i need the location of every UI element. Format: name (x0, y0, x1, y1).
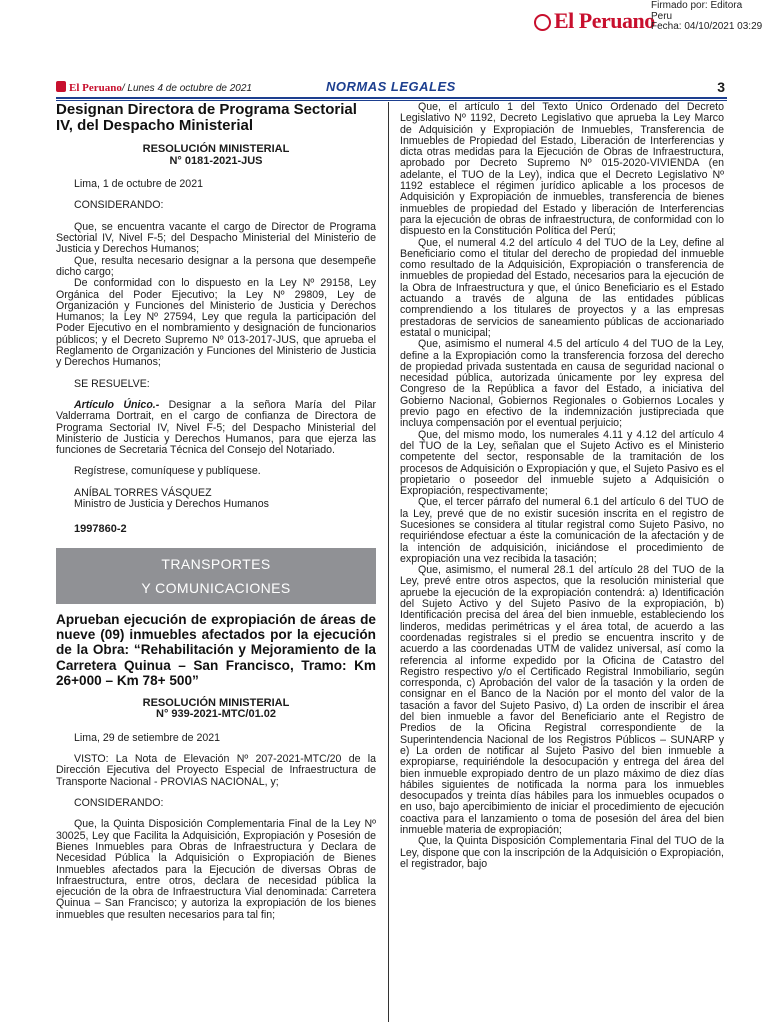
article-1-paragraph-2: Que, resulta necesario designar a la persona que desempeñe dicho cargo; (56, 254, 376, 278)
article-2-res-line1: RESOLUCIÓN MINISTERIAL (142, 696, 290, 709)
column-divider (388, 102, 389, 1022)
logo-ring-icon (534, 14, 551, 31)
right-paragraph-4: Que, del mismo modo, los numerales 4.11 y 4.12 del artículo 4 del TUO de la Ley, señalan que el Sujeto Activo es el Ministerio competente del sector, responsable de la tramitación de los procesos de Adquisición o Expropiación y que, el Sujeto Pasivo es el propietario o poseedor del inmueble sujeto a Adquisición o Expropiación, respectivamente; (400, 428, 724, 498)
article-1-res-line2: N° 0181-2021-JUS (169, 154, 263, 167)
article-2-visto: VISTO: La Nota de Elevación Nº 207-2021-MTC/20 de la Dirección Ejecutiva del Proyecto Especial de Infraestructura de Transporte Nacional - PROVIAS NACIONAL, y; (56, 753, 376, 788)
header-rule (56, 97, 727, 99)
article-1-title: Designan Directora de Programa Sectorial IV, del Despacho Ministerial (56, 101, 357, 134)
article-1-articulo-label: Artículo Único.- (74, 398, 160, 411)
article-1-signer-title: Ministro de Justicia y Derechos Humanos (74, 498, 269, 511)
page-number: 3 (717, 79, 725, 95)
page-header (56, 78, 727, 98)
header-brand-date (56, 81, 252, 94)
article-2-place-date: Lima, 29 de setiembre de 2021 (74, 731, 221, 744)
article-2-title: Aprueban ejecución de expropiación de áreas de nueve (09) inmuebles afectados por la ejecución de la Obra: “Rehabilitación y Mejoramiento de la Carretera Quinua – San Francisco, Tramo: Km 26+000 – Km 78+ 500” (56, 611, 376, 689)
left-column (56, 102, 376, 921)
section-banner (56, 548, 376, 604)
right-paragraph-3: Que, asimismo el numeral 4.5 del artículo 4 del TUO de la Ley, define a la Expropiación como la transferencia forzosa del derecho de propiedad privada sustentada en causa de seguridad nacional o necesidad pública, autorizada únicamente por ley expresa del Congreso de la República a favor del Estado, a iniciativa del Gobierno Nacional, Gobiernos Regionales o Gobiernos Locales y previo pago en efectivo de la indemnización justipreciada que incluya compensación por el eventual perjuicio; (400, 338, 724, 430)
header-date: / Lunes 4 de octubre de 2021 (121, 83, 252, 94)
article-1-articulo (56, 400, 376, 456)
signature-line-3: Fecha: 04/10/2021 03:29 (651, 21, 763, 33)
header-brand: El Peruano (69, 82, 122, 94)
signature-text (651, 1, 762, 33)
header-title: NORMAS LEGALES (326, 79, 456, 94)
article-1-articulo-text: Designar a la señora María del Pilar Valderrama Dortrait, en el cargo de confianza de Directora de Programa Sectorial IV, Nivel F-5; del Despacho Ministerial del Ministerio de Justicia y Derechos Humanos, para que ejerza las funciones de Secretaria Técnica del Consejo del Notariado. (56, 398, 376, 457)
right-paragraph-1: Que, el artículo 1 del Texto Único Ordenado del Decreto Legislativo Nº 1192, Decreto Legislativo que aprueba la Ley Marco de Adquisición y Expropiación de Inmuebles, Transferencia de Inmuebles de Propiedad del Estado, Liberación de Interferencias y dicta otras medidas para la Ejecución de Obras de Infraestructura, aprobado por Decreto Supremo Nº 015-2020-VIVIENDA (en adelante, el TUO de la Ley), indica que el Decreto Legislativo Nº 1192 establece el régimen jurídico aplicable a los procesos de Adquisición y Expropiación de inmuebles, transferencia de bienes inmuebles de propiedad del Estado y liberación de Interferencias para la ejecución de obras de infraestructura, de conformidad con lo dispuesto en la Constitución Política del Perú; (400, 101, 724, 238)
article-1-paragraph-1: Que, se encuentra vacante el cargo de Director de Programa Sectorial IV, Nivel F-5; del Despacho Ministerial del Ministerio de Justicia y Derechos Humanos; (56, 220, 376, 256)
right-paragraph-5: Que, el tercer párrafo del numeral 6.1 del artículo 6 del TUO de la Ley, prevé que de no existir sucesión inscrita en el registro de Sucesiones se considera al titular registral como Sujeto Pasivo, no requiriéndose efectuar a éste la comunicación de la afectación y de la intención de adquisición, iniciándose el procedimiento de expropiación una vez recibida la tasación; (400, 496, 724, 565)
article-2-paragraph-1: Que, la Quinta Disposición Complementaria Final de la Ley Nº 30025, Ley que Facilita la Adquisición, Expropiación y Posesión de Bienes Inmuebles para Obras de Infraestructura y Declara de Necesidad Pública la Adquisición o Expropiación de Bienes Inmuebles afectados para la Ejecución de diversas Obras de Infraestructura, entre otros, declara de necesidad pública la ejecución de la obra de Infraestructura Vial denominada: Carretera Quinua – San Francisco; y autoriza la expropiación de los bienes inmuebles que resulten necesarios para tal fin; (56, 818, 376, 921)
signature-line-2: Peru (651, 10, 673, 22)
article-1-considerando: CONSIDERANDO: (74, 199, 164, 212)
article-2-res-line2: N° 939-2021-MTC/01.02 (156, 708, 276, 721)
article-2-resolution (56, 698, 376, 721)
signature-stamp (0, 0, 768, 40)
article-1-code: 1997860-2 (74, 523, 127, 536)
article-1-place-date: Lima, 1 de octubre de 2021 (74, 178, 203, 191)
right-paragraph-2: Que, el numeral 4.2 del artículo 4 del TUO de la Ley, define al Beneficiario como el titular del derecho de propiedad del inmueble como resultado de la Adquisición, Expropiación o transferencia de inmuebles de propiedad del Estado, necesarios para la ejecución de la Obra de Infraestructura y que, el único Beneficiario es el Estado actuando a través de alguna de las entidades públicas comprendiendo a los titulares de proyectos y a las empresas prestadoras de servicios de saneamiento públicas de accionariado estatal o municipal; (400, 236, 724, 339)
article-1-closing: Regístrese, comuníquese y publíquese. (74, 465, 261, 478)
article-1-paragraph-3: De conformidad con lo dispuesto en la Ley Nº 29158, Ley Orgánica del Poder Ejecutivo; la Ley Nº 29809, Ley de Organización y Funciones del Ministerio de Justicia y Derechos Humanos; la Ley Nº 27594, Ley que regula la participación del Poder Ejecutivo en el nombramiento y designación de funcionarios públicos; y el Decreto Supremo Nº 013-2017-JUS, que aprueba el Reglamento de Organización y Funciones del Ministerio de Justicia y Derechos Humanos; (56, 277, 376, 369)
right-column (400, 102, 724, 870)
right-paragraph-6: Que, asimismo, el numeral 28.1 del artículo 28 del TUO de la Ley, prevé entre otros aspectos, que la resolución ministerial que apruebe la ejecución de la expropiación contendrá: a) Identificación del Sujeto Activo y del Sujeto Pasivo de la expropiación, b) Identificación precisa del área del bien inmueble, estableciendo los linderos, medidas perimétricas y el área total, de acuerdo a las coordenadas registrales si el predio se encuentra inscrito y de acuerdo a las coordenadas UTM de validez universal, así como la referencia al informe expedido por la Oficina de Catastro del Registro respectivo y/o el Certificado Registral Inmobiliario, según corresponda, c) Aprobación del valor de la tasación y la orden de consignar en el Banco de la Nación por el monto del valor de la tasación a favor del Sujeto Pasivo, d) La orden de inscribir el área del bien inmueble a favor del Beneficiario ante el Registro de Predios de la Oficina Registral correspondiente de la Superintendencia Nacional de los Registros Públicos – SUNARP y e) La orden de notificar al Sujeto Pasivo del bien inmueble a expropiarse, requiriéndole la desocupación y entrega del área del bien inmueble expropiado dentro de un plazo máximo de diez días hábiles siguientes de notificada la norma para los inmuebles desocupados y treinta días hábiles para los inmuebles ocupados o en uso, bajo apercibimiento de iniciar el procedimiento de ejecución coactiva para el lanzamiento o toma de posesión del área del bien inmueble materia de expropiación; (400, 564, 724, 836)
section-banner-line2: Y COMUNICACIONES (141, 579, 291, 596)
article-1-res-line1: RESOLUCIÓN MINISTERIAL (142, 143, 290, 155)
section-banner-line1: TRANSPORTES (161, 555, 271, 572)
article-2-considerando: CONSIDERANDO: (74, 797, 164, 810)
shield-icon (56, 81, 66, 92)
right-paragraph-7: Que, la Quinta Disposición Complementaria Final del TUO de la Ley, dispone que con la inscripción de la Adquisición o Expropiación, el registrador, bajo (400, 835, 724, 870)
article-1-resolution (56, 144, 376, 167)
signature-line-1: Firmado por: Editora (651, 0, 743, 11)
article-1-se-resuelve: SE RESUELVE: (74, 377, 150, 390)
el-peruano-logo (534, 8, 655, 34)
logo-text: El Peruano (554, 8, 655, 33)
article-1-signer-name: ANÍBAL TORRES VÁSQUEZ (74, 486, 212, 499)
